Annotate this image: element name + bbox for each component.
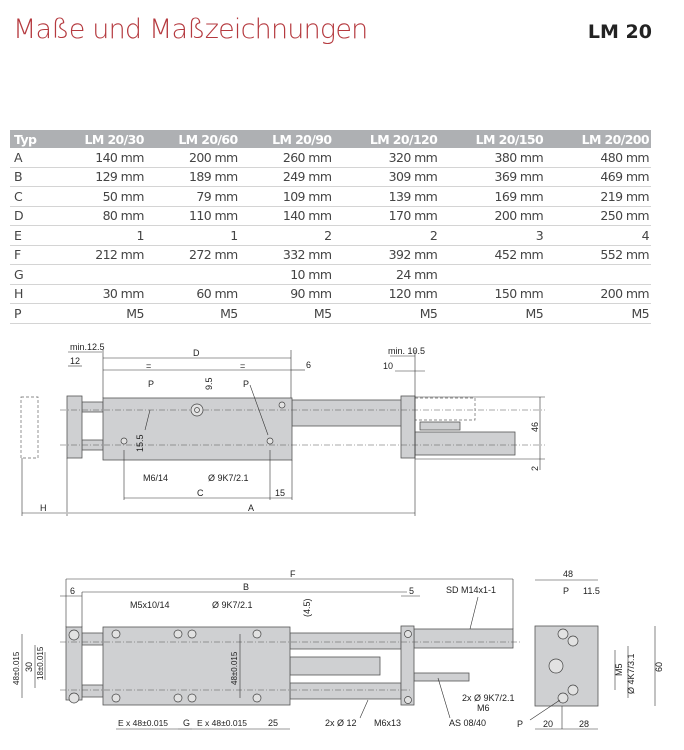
table-cell: 552 mm — [545, 245, 651, 265]
dim-20: 20 — [543, 719, 554, 729]
table-cell: 3 — [439, 226, 545, 246]
table-cell: 219 mm — [545, 187, 651, 207]
dim-D: D — [193, 348, 200, 358]
table-cell: 369 mm — [439, 167, 545, 187]
dim-15-5: 15.5 — [135, 434, 145, 452]
table-cell: 452 mm — [439, 245, 545, 265]
dim-28: 28 — [579, 719, 590, 729]
label-bore: Ø 9K7/2.1 — [212, 600, 253, 610]
label-rod-diameter: 2x Ø 12 — [325, 718, 357, 728]
ghost-end-position — [21, 397, 38, 458]
table-cell: 332 mm — [240, 245, 334, 265]
column-header-model: LM 20/200 — [545, 130, 651, 148]
shock-absorber — [414, 629, 513, 648]
table-cell: 272 mm — [146, 245, 240, 265]
dim-E-x-48-right: E x 48±0.015 — [197, 718, 248, 728]
label-m6x13: M6x13 — [374, 718, 402, 728]
label-port-p-top: P — [563, 586, 570, 596]
table-cell: 169 mm — [439, 187, 545, 207]
dim-eq-left: = — [146, 361, 152, 371]
table-cell: M5 — [240, 304, 334, 324]
dim-46: 46 — [530, 421, 540, 432]
dim-F: F — [290, 569, 296, 579]
table-cell: 110 mm — [146, 206, 240, 226]
table-cell: 2 — [240, 226, 334, 246]
label-m5: M5 — [614, 663, 624, 676]
guide-rod-upper — [292, 400, 412, 426]
table-cell: 260 mm — [240, 148, 334, 167]
table-cell: M5 — [146, 304, 240, 324]
cylinder-rod — [415, 432, 515, 455]
table-cell: 200 mm — [146, 148, 240, 167]
table-row — [10, 206, 651, 226]
table-cell: 150 mm — [439, 284, 545, 304]
dim-4-5: (4.5) — [302, 598, 312, 617]
table-cell: 90 mm — [240, 284, 334, 304]
row-label: D — [10, 206, 52, 226]
table-cell: 60 mm — [146, 284, 240, 304]
table-cell: 129 mm — [52, 167, 146, 187]
dim-10: 10 — [383, 361, 394, 371]
dim-60: 60 — [654, 661, 664, 672]
table-cell: M5 — [545, 304, 651, 324]
table-cell: 30 mm — [52, 284, 146, 304]
label-bore-2x: 2x Ø 9K7/2.1 — [462, 693, 515, 703]
column-header-typ: Typ — [10, 130, 52, 148]
table-cell: 1 — [146, 226, 240, 246]
table-row — [10, 167, 651, 187]
slide-block — [103, 627, 290, 705]
end-plate-right — [401, 626, 414, 705]
table-cell: 392 mm — [333, 245, 439, 265]
label-port-p-bottom: P — [517, 719, 524, 729]
column-header-model: LM 20/120 — [333, 130, 439, 148]
table-cell: 250 mm — [545, 206, 651, 226]
table-row — [10, 226, 651, 246]
table-cell: 480 mm — [545, 148, 651, 167]
dim-25: 25 — [268, 718, 279, 728]
table-cell: 24 mm — [333, 265, 439, 285]
dimensions-table — [10, 130, 651, 324]
table-cell: 50 mm — [52, 187, 146, 207]
dim-H: H — [40, 503, 47, 513]
table-cell: 140 mm — [240, 206, 334, 226]
table-cell: 200 mm — [439, 206, 545, 226]
side-view-drawing — [0, 340, 684, 530]
dim-6: 6 — [306, 360, 312, 370]
dim-48-center: 48±0.015 — [230, 651, 239, 685]
table-cell: 249 mm — [240, 167, 334, 187]
row-label: A — [10, 148, 52, 167]
table-cell: 2 — [333, 226, 439, 246]
table-row — [10, 187, 651, 207]
table-cell: 380 mm — [439, 148, 545, 167]
table-cell: 212 mm — [52, 245, 146, 265]
label-port-p-left: P — [148, 379, 155, 389]
label-thread-m6-14: M6/14 — [143, 473, 169, 483]
table-cell: 170 mm — [333, 206, 439, 226]
table-cell — [439, 265, 545, 285]
dim-48-width: 48 — [563, 569, 574, 579]
dim-A: A — [248, 503, 255, 513]
dim-G: G — [183, 718, 191, 728]
table-cell: 309 mm — [333, 167, 439, 187]
guide-rod-upper — [290, 633, 401, 649]
table-cell: 10 mm — [240, 265, 334, 285]
table-cell: 200 mm — [545, 284, 651, 304]
dim-eq-right: = — [240, 361, 246, 371]
dim-12: 12 — [70, 356, 81, 366]
table-cell — [545, 265, 651, 285]
dim-E-x-48-left: E x 48±0.015 — [118, 718, 169, 728]
column-header-model: LM 20/150 — [439, 130, 545, 148]
row-label: C — [10, 187, 52, 207]
table-cell: 80 mm — [52, 206, 146, 226]
dim-5: 5 — [409, 586, 415, 596]
top-view-drawing — [0, 565, 684, 750]
label-shock-absorber: SD M14x1-1 — [446, 585, 497, 595]
table-cell: 139 mm — [333, 187, 439, 207]
table-header-row — [10, 130, 651, 148]
table-row — [10, 148, 651, 167]
table-cell: 79 mm — [146, 187, 240, 207]
row-label: G — [10, 265, 52, 285]
column-header-model: LM 20/60 — [146, 130, 240, 148]
row-label: H — [10, 284, 52, 304]
table-cell: 469 mm — [545, 167, 651, 187]
guide-rod-lower — [290, 683, 401, 699]
dim-30: 30 — [24, 661, 34, 672]
table-cell: 4 — [545, 226, 651, 246]
table-cell: 1 — [52, 226, 146, 246]
table-row — [10, 245, 651, 265]
dim-C: C — [197, 488, 204, 498]
dim-B: B — [243, 582, 250, 592]
page-title: Maße und Maßzeichnungen — [13, 14, 368, 45]
label-m6: M6 — [477, 703, 490, 713]
table-cell — [52, 265, 146, 285]
dim-18: 18±0.015 — [36, 646, 45, 680]
dim-min12-5: min.12.5 — [70, 342, 105, 352]
row-label: F — [10, 245, 52, 265]
table-cell — [146, 265, 240, 285]
model-label: LM 20 — [587, 21, 652, 43]
dim-9-5: 9.5 — [204, 377, 214, 390]
table-row — [10, 284, 651, 304]
dim-min10-5: min. 10.5 — [388, 346, 426, 356]
column-header-model: LM 20/90 — [240, 130, 334, 148]
label-as-08-40: AS 08/40 — [449, 718, 487, 728]
table-cell: M5 — [52, 304, 146, 324]
label-port-p-right: P — [243, 379, 250, 389]
table-cell: 140 mm — [52, 148, 146, 167]
table-row — [10, 265, 651, 285]
end-plate-left — [67, 396, 82, 458]
row-label: E — [10, 226, 52, 246]
table-cell: 109 mm — [240, 187, 334, 207]
dim-11-5: 11.5 — [583, 586, 600, 596]
row-label: B — [10, 167, 52, 187]
column-header-model: LM 20/30 — [52, 130, 146, 148]
table-cell: M5 — [439, 304, 545, 324]
end-plate-right — [401, 396, 415, 458]
label-bore-4k7: Ø 4K7/3.1 — [626, 653, 636, 694]
table-cell: 189 mm — [146, 167, 240, 187]
dim-48-height: 48±0.015 — [12, 651, 21, 685]
dim-6: 6 — [70, 586, 76, 596]
table-cell: 320 mm — [333, 148, 439, 167]
label-thread-m5: M5x10/14 — [130, 600, 170, 610]
table-cell: 120 mm — [333, 284, 439, 304]
row-label: P — [10, 304, 52, 324]
dim-15: 15 — [275, 488, 286, 498]
label-bore: Ø 9K7/2.1 — [208, 473, 249, 483]
table-cell: M5 — [333, 304, 439, 324]
dim-2: 2 — [530, 465, 540, 471]
table-row — [10, 304, 651, 324]
